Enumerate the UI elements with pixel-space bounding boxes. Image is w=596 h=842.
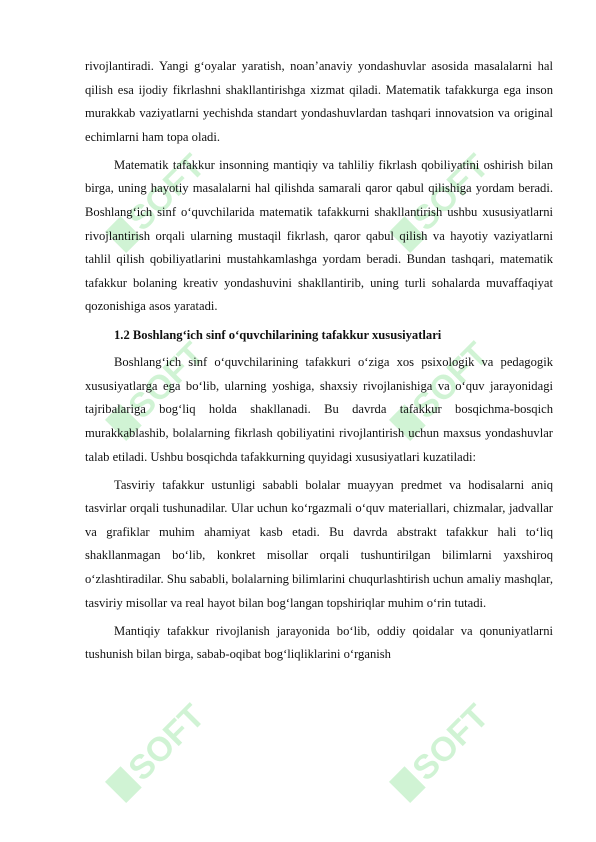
svg-text:SOFT: SOFT	[405, 147, 497, 239]
paragraph-continuation: rivojlantiradi. Yangi g‘oyalar yaratish, noan’anaviy yondashuvlar asosida masalalarni hal qilish esa ijodiy fikrlashni shakllantirishga xizmat qiladi. Matematik tafakkurga ega inson murakkab vaziyatlarni yechishda standart yondashuvlardan tashqari innovatsion va original echimlarni ham topa oladi.	[85, 59, 553, 144]
document-page	[85, 55, 553, 671]
svg-text:SOFT: SOFT	[121, 335, 213, 427]
paragraph-mathematical-thinking: Matematik tafakkur insonning mantiqiy va tahliliy fikrlash qobiliyatini oshirish bilan birga, uning hayotiy masalalarni hal qilishda samarali qaror qabul qilishiga yordam beradi. Boshlang‘ich sinf o‘quvchilarida matematik tafakkurni shakllantirish ushbu xususiyatlarni rivojlantirish orqali ularning mustaqil fikrlash, qaror qabul qilish va hayotiy vaziyatlarni tahlil qilish qobiliyatlarini mustahkamlashga yordam beradi. Bundan tashqari, matematik tafakkur bolaning kreativ yondashuvini shakllantirib, uning turli sohalarda muvaffaqiyat qozonishiga asos yaratadi.	[85, 157, 553, 314]
svg-text:SOFT: SOFT	[405, 697, 497, 789]
paragraph-logical-thinking: Mantiqiy tafakkur rivojlanish jarayonida bo‘lib, oddiy qoidalar va qonuniyatlarni tushunish bilan birga, sabab-oqibat bog‘liqliklarini o‘rganish	[85, 623, 553, 662]
watermark-logo	[88, 680, 228, 820]
paragraph-visual-thinking: Tasviriy tafakkur ustunligi sababli bolalar muayyan predmet va hodisalarni aniq tasvirlar orqali tushunadilar. Ular uchun ko‘rgazmali o‘quv materiallari, chizmalar, jadvallar va grafiklar muhim ahamiyat kasb etadi. Bu davrda abstrakt tafakkur hali to‘liq shakllanmagan bo‘lib, konkret misollar orqali tushuntirilgan bilimlarni yaxshiroq o‘zlashtiradilar. Shu sababli, bolalarning bilimlarini chuqurlashtirish uchun amaliy mashqlar, tasviriy misollar va real hayot bilan bog‘langan topshiriqlar muhim o‘rin tutadi.	[85, 477, 553, 610]
svg-text:SOFT: SOFT	[121, 147, 213, 239]
section-heading: 1.2 Boshlang‘ich sinf o‘quvchilarining tafakkur xususiyatlari	[114, 327, 442, 342]
svg-text:SOFT: SOFT	[405, 335, 497, 427]
svg-text:SOFT: SOFT	[121, 697, 213, 789]
paragraph-primary-pupils-thinking: Boshlang‘ich sinf o‘quvchilarining tafakkuri o‘ziga xos psixologik va pedagogik xususiyatlarga ega bo‘lib, ularning yoshiga, shaxsiy rivojlanishiga va o‘quv jarayonidagi tajribalariga bog‘liq holda shakllanadi. Bu davrda tafakkur bosqichma-bosqich murakkablashib, bolalarning fikrlash qobiliyatini rivojlantirish uchun maxsus yondashuvlar talab etiladi. Ushbu bosqichda tafakkurning quyidagi xususiyatlari kuzatiladi:	[85, 355, 553, 464]
watermark-logo	[372, 680, 512, 820]
